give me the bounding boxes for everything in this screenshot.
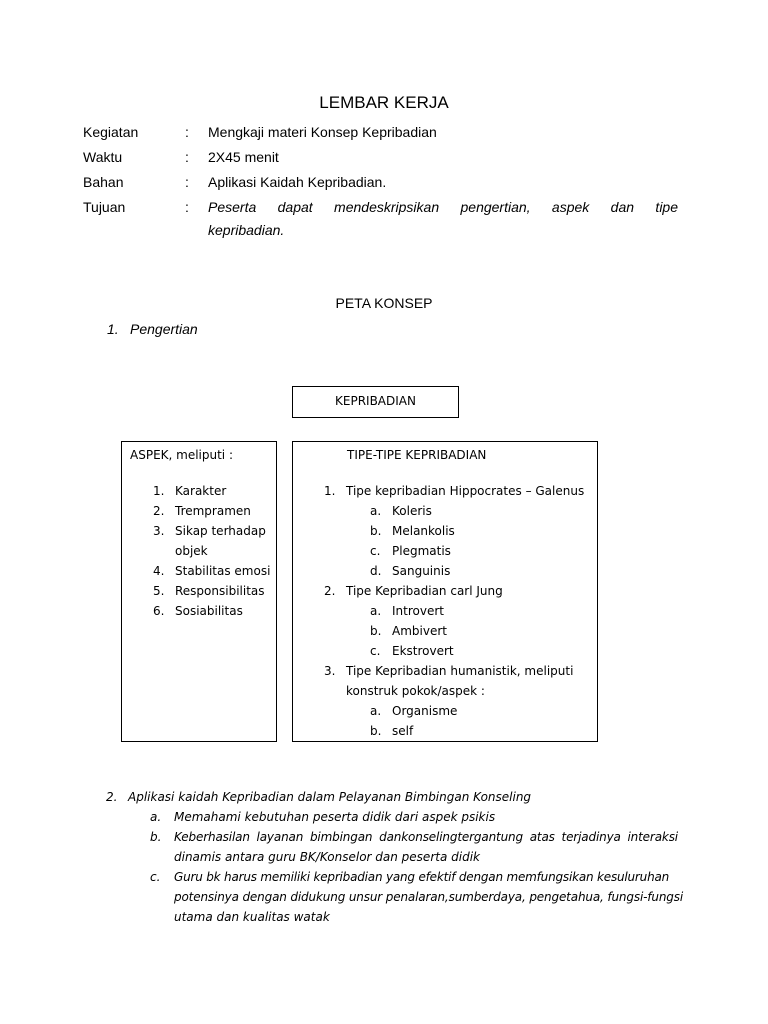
waktu-value: 2X45 menit (208, 149, 279, 165)
list-item-continuation: objek (175, 544, 208, 558)
list-subitem: b. Melankolis (370, 524, 455, 538)
list-subitem: b. Ambivert (370, 624, 447, 638)
kepribadian-box (292, 386, 459, 418)
tipe-box (292, 441, 598, 742)
section2-title: Aplikasi kaidah Kepribadian dalam Pelayanan Bimbingan Konseling (128, 790, 532, 804)
tipe-heading: TIPE-TIPE KEPRIBADIAN (347, 448, 487, 462)
tujuan-colon: : (185, 199, 189, 215)
page-title: LEMBAR KERJA (319, 93, 449, 112)
list-subitem: b. self (370, 724, 414, 738)
list-item: 2. Tipe Kepribadian carl Jung (324, 584, 503, 598)
bahan-value: Aplikasi Kaidah Kepribadian. (208, 174, 387, 190)
bahan-colon: : (185, 174, 189, 190)
section2-c-text-line1: Guru bk harus memiliki kepribadian yang efektif dengan memfungsikan kesuluruhan (174, 870, 670, 884)
bahan-label: Bahan (83, 174, 124, 190)
waktu-colon: : (185, 149, 189, 165)
list-subitem: c. Ekstrovert (370, 644, 454, 658)
list-item: 4. Stabilitas emosi (153, 564, 271, 578)
kegiatan-colon: : (185, 124, 189, 140)
section2-a-letter: a. (150, 810, 162, 824)
aspek-heading: ASPEK, meliputi : (130, 448, 234, 462)
list-item: 1. Tipe kepribadian Hippocrates – Galenus (324, 484, 585, 498)
peta-konsep-title: PETA KONSEP (335, 295, 433, 311)
list-item: 6. Sosiabilitas (153, 604, 243, 618)
section1-number: 1. (107, 321, 119, 337)
section2-number: 2. (106, 790, 118, 804)
list-subitem: a. Introvert (370, 604, 444, 618)
list-item: 3. Tipe Kepribadian humanistik, meliputi (324, 664, 574, 678)
section2-c-text-line3: utama dan kualitas watak (174, 910, 330, 924)
waktu-label: Waktu (83, 149, 123, 165)
aspek-box (121, 441, 277, 742)
list-item: 5. Responsibilitas (153, 584, 265, 598)
list-item: 2. Trempramen (153, 504, 251, 518)
kepribadian-label: KEPRIBADIAN (335, 394, 416, 408)
section1-title: Pengertian (130, 321, 198, 337)
list-subitem: d. Sanguinis (370, 564, 451, 578)
list-item: 3. Sikap terhadap (153, 524, 266, 538)
list-subitem: a. Koleris (370, 504, 432, 518)
tipe-list (324, 481, 584, 741)
list-subitem: a. Organisme (370, 704, 458, 718)
tujuan-value-line1: Peserta dapat mendeskripsikan pengertian, aspek dan tipe (208, 199, 678, 215)
section2-c-letter: c. (150, 870, 161, 884)
tujuan-label: Tujuan (83, 199, 126, 215)
tujuan-value-line2: kepribadian. (208, 222, 285, 238)
list-subitem: c. Plegmatis (370, 544, 451, 558)
section2-b-letter: b. (150, 830, 162, 844)
section2-b-text-line1: Keberhasilan layanan bimbingan dankonselingtergantung atas terjadinya interaksi (174, 830, 678, 844)
kegiatan-label: Kegiatan (83, 124, 139, 140)
aspek-list (153, 481, 270, 621)
kegiatan-value: Mengkaji materi Konsep Kepribadian (208, 124, 437, 140)
list-item-continuation: konstruk pokok/aspek : (346, 684, 485, 698)
section2-c-text-line2: potensinya dengan didukung unsur penalaran,sumberdaya, pengetahua, fungsi-fungsi (174, 890, 684, 904)
list-item: 1. Karakter (153, 484, 227, 498)
section2-a-text: Memahami kebutuhan peserta didik dari aspek psikis (174, 810, 496, 824)
section2-b-text-line2: dinamis antara guru BK/Konselor dan peserta didik (174, 850, 480, 864)
